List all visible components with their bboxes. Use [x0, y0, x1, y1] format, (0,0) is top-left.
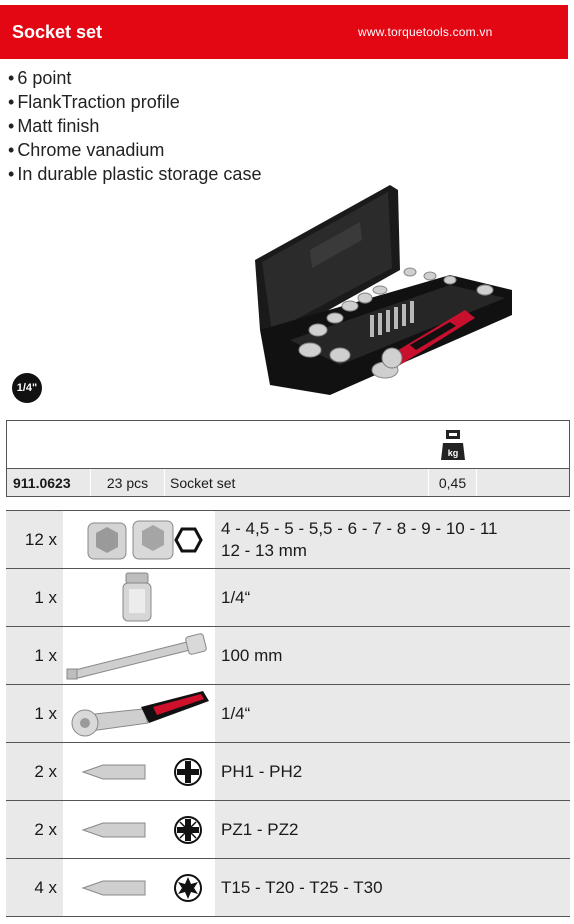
- item-spec: [221, 569, 250, 626]
- spec-line: PZ1 - PZ2: [221, 819, 299, 839]
- item-spec: [221, 685, 250, 742]
- quantity: 2 x: [6, 801, 61, 858]
- adapter-icon: [63, 569, 215, 626]
- table-row: [6, 685, 570, 743]
- item-spec: [221, 801, 298, 858]
- item-spec: [221, 511, 498, 568]
- quantity: 2 x: [6, 743, 61, 800]
- weight-kg-icon: [441, 429, 465, 461]
- spec-line: 1/4“: [221, 587, 251, 607]
- svg-text:kg: kg: [447, 448, 459, 458]
- extension-bar-icon: [63, 627, 215, 684]
- ratchet-icon: [63, 685, 215, 742]
- spec-table-header: [6, 420, 570, 468]
- spec-line: 1/4“: [221, 703, 251, 723]
- table-row: [6, 627, 570, 685]
- product-weight: 0,45: [429, 469, 477, 496]
- torx-bit-icon: [63, 859, 215, 916]
- feature-item: • FlankTraction profile: [8, 90, 261, 114]
- phillips-bit-icon: [63, 743, 215, 800]
- product-code: 911.0623: [7, 469, 91, 496]
- quantity: 1 x: [6, 685, 61, 742]
- feature-item: • Chrome vanadium: [8, 138, 261, 162]
- socket-pair-with-hex-icon: [63, 511, 215, 568]
- table-row: [6, 801, 570, 859]
- product-pieces: 23 pcs: [91, 469, 165, 496]
- table-row: [6, 743, 570, 801]
- spec-line: 4 - 4,5 - 5 - 5,5 - 6 - 7 - 8 - 9 - 10 - 11: [221, 518, 498, 538]
- drive-size-badge: 1/4": [12, 373, 42, 403]
- feature-list: [8, 66, 261, 186]
- quantity: 12 x: [6, 511, 61, 568]
- table-row: [6, 859, 570, 917]
- website-url[interactable]: www.torquetools.com.vn: [358, 25, 493, 39]
- pozidriv-bit-icon: [63, 801, 215, 858]
- feature-item: • In durable plastic storage case: [8, 162, 261, 186]
- product-row: [6, 468, 570, 497]
- table-row: [6, 511, 570, 569]
- item-spec: [221, 743, 302, 800]
- feature-item: • 6 point: [8, 66, 261, 90]
- table-row: [6, 569, 570, 627]
- spec-line: PH1 - PH2: [221, 761, 303, 781]
- product-name: Socket set: [165, 469, 429, 496]
- spec-line: T15 - T20 - T25 - T30: [221, 877, 383, 897]
- header-bar: [0, 5, 568, 59]
- item-spec: [221, 859, 383, 916]
- empty-cell: [477, 469, 569, 496]
- quantity: 4 x: [6, 859, 61, 916]
- quantity: 1 x: [6, 627, 61, 684]
- product-image: [250, 180, 515, 410]
- contents-table: [6, 510, 570, 917]
- page-title: Socket set: [12, 22, 103, 42]
- feature-item: • Matt finish: [8, 114, 261, 138]
- spec-line: 12 - 13 mm: [221, 540, 307, 560]
- quantity: 1 x: [6, 569, 61, 626]
- spec-line: 100 mm: [221, 645, 283, 665]
- item-spec: [221, 627, 282, 684]
